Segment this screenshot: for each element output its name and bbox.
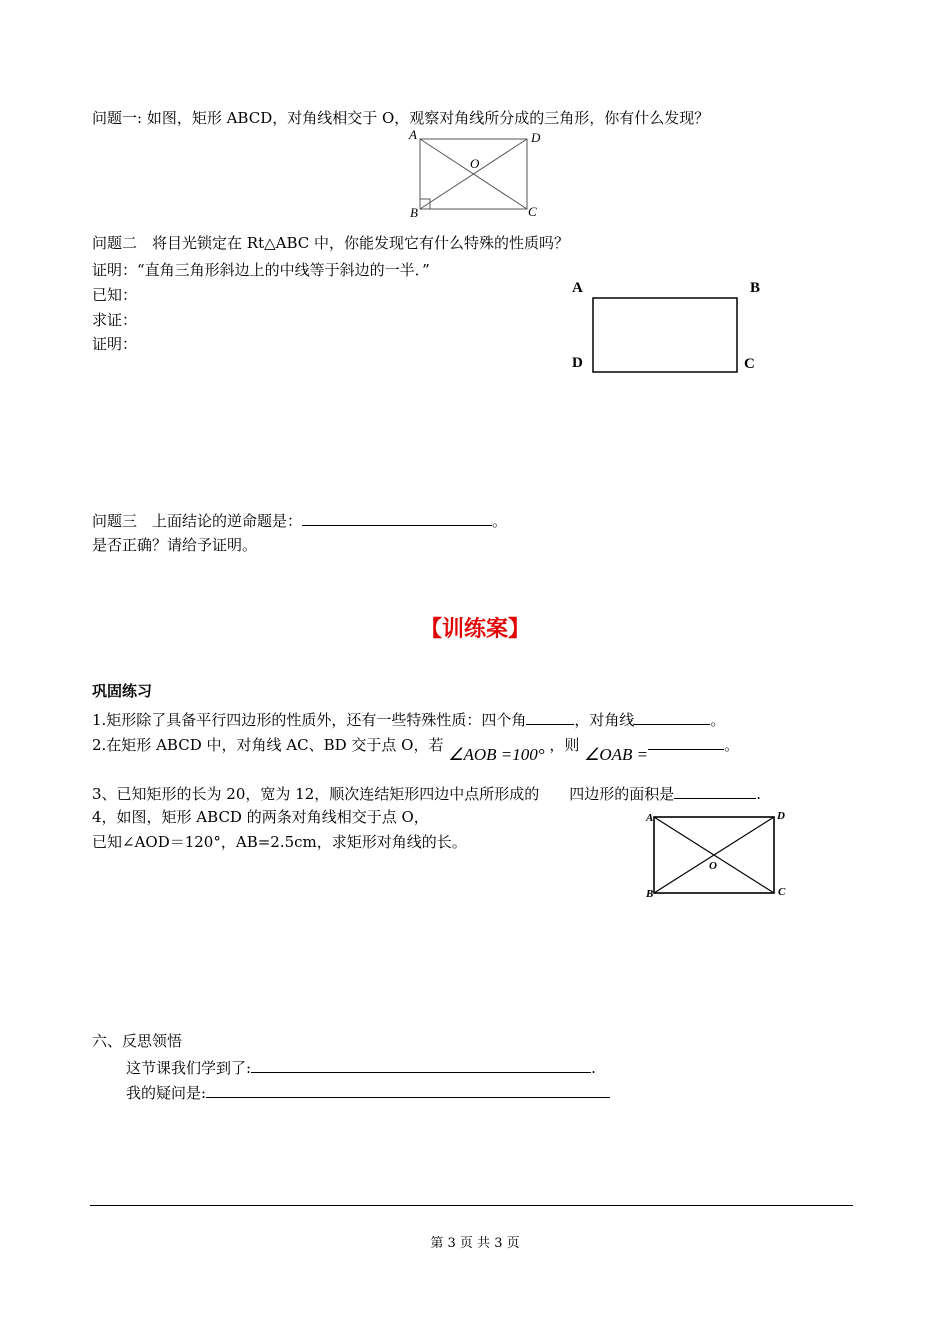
exercise-1 bbox=[92, 708, 725, 730]
question-3-line bbox=[92, 509, 507, 531]
exercise-3-blank[interactable] bbox=[674, 782, 756, 799]
reflection-learned-blank[interactable] bbox=[251, 1056, 591, 1073]
question-3-prefix: 问题三 上面结论的逆命题是： bbox=[92, 512, 303, 530]
exercise-4-line-1: 4，如图，矩形 ABCD 的两条对角线相交于点 O， bbox=[92, 808, 429, 826]
footer-rule bbox=[90, 1205, 853, 1206]
reflection-learned-label: 这节课我们学到了: bbox=[126, 1059, 252, 1077]
exercise-2-math-aob: ∠AOB =100° bbox=[448, 745, 545, 764]
exercise-2-blank[interactable] bbox=[648, 733, 724, 750]
fig2-label-c: C bbox=[744, 356, 755, 372]
reflection-question-blank[interactable] bbox=[206, 1081, 610, 1098]
exercise-3 bbox=[92, 782, 761, 804]
fig3-label-d: D bbox=[777, 810, 785, 822]
reflection-question bbox=[126, 1081, 610, 1103]
exercise-1-blank-diagonals[interactable] bbox=[634, 708, 710, 725]
exercise-2-text-a: 2.在矩形 ABCD 中，对角线 AC、BD 交于点 O，若 bbox=[92, 736, 444, 754]
reflection-learned-end: . bbox=[591, 1059, 596, 1077]
to-prove-label: 求证： bbox=[92, 311, 138, 329]
fig1-label-c: C bbox=[528, 204, 537, 219]
exercise-2 bbox=[92, 733, 740, 764]
question-1-text: 问题一: 如图，矩形 ABCD，对角线相交于 O，观察对角线所分成的三角形，你有什么发现？ bbox=[92, 109, 710, 127]
exercise-1-blank-angles[interactable] bbox=[526, 708, 574, 725]
exercise-2-math-oab: ∠OAB = bbox=[584, 745, 649, 764]
section-title: 【训练案】 bbox=[419, 617, 530, 642]
exercise-1-text-b: ，对角线 bbox=[574, 711, 635, 729]
reflection-learned bbox=[126, 1056, 596, 1078]
fig1-label-b: B bbox=[410, 205, 418, 220]
figure-rectangle-2 bbox=[590, 295, 742, 375]
fig3-label-b: B bbox=[646, 888, 654, 900]
question-3-suffix: 。 bbox=[492, 512, 508, 530]
fig1-label-o: O bbox=[470, 156, 480, 171]
question-2-proof-statement: 证明：“直角三角形斜边上的中线等于斜边的一半．” bbox=[92, 261, 430, 279]
exercise-3-text-b: . bbox=[756, 785, 762, 803]
fig3-label-c: C bbox=[778, 886, 786, 898]
fig2-label-a: A bbox=[572, 280, 583, 296]
question-3-line-2: 是否正确？请给予证明。 bbox=[92, 536, 258, 554]
fig1-label-d: D bbox=[531, 130, 541, 145]
fig3-label-a: A bbox=[646, 812, 654, 824]
exercise-2-text-c: 。 bbox=[724, 736, 740, 754]
fig2-label-b: B bbox=[750, 280, 761, 296]
reflection-question-label: 我的疑问是: bbox=[126, 1084, 207, 1102]
figure-rectangle-diagonals-3 bbox=[640, 808, 790, 903]
exercise-2-text-b: ，则 bbox=[549, 736, 580, 754]
proof-label: 证明： bbox=[92, 335, 138, 353]
known-label: 已知： bbox=[92, 286, 138, 304]
exercise-4-line-2: 已知∠AOD＝120°，AB=2.5cm，求矩形对角线的长。 bbox=[92, 833, 467, 851]
exercise-3-text-a: 3、已知矩形的长为 20，宽为 12，顺次连结矩形四边中点所形成的 四边形的面积是 bbox=[92, 785, 675, 803]
question-3-blank[interactable] bbox=[302, 509, 492, 526]
fig2-label-d: D bbox=[572, 355, 583, 371]
practice-heading: 巩固练习 bbox=[92, 682, 153, 700]
fig1-label-a: A bbox=[409, 127, 417, 142]
reflection-heading: 六、反思领悟 bbox=[92, 1032, 183, 1050]
question-2-text: 问题二 将目光锁定在 Rt△ABC 中，你能发现它有什么特殊的性质吗？ bbox=[92, 234, 570, 252]
exercise-1-text-c: 。 bbox=[710, 711, 726, 729]
page-number: 第 3 页 共 3 页 bbox=[430, 1236, 520, 1251]
exercise-1-text-a: 1.矩形除了具备平行四边形的性质外，还有一些特殊性质：四个角 bbox=[92, 711, 527, 729]
fig3-label-o: O bbox=[709, 860, 717, 872]
